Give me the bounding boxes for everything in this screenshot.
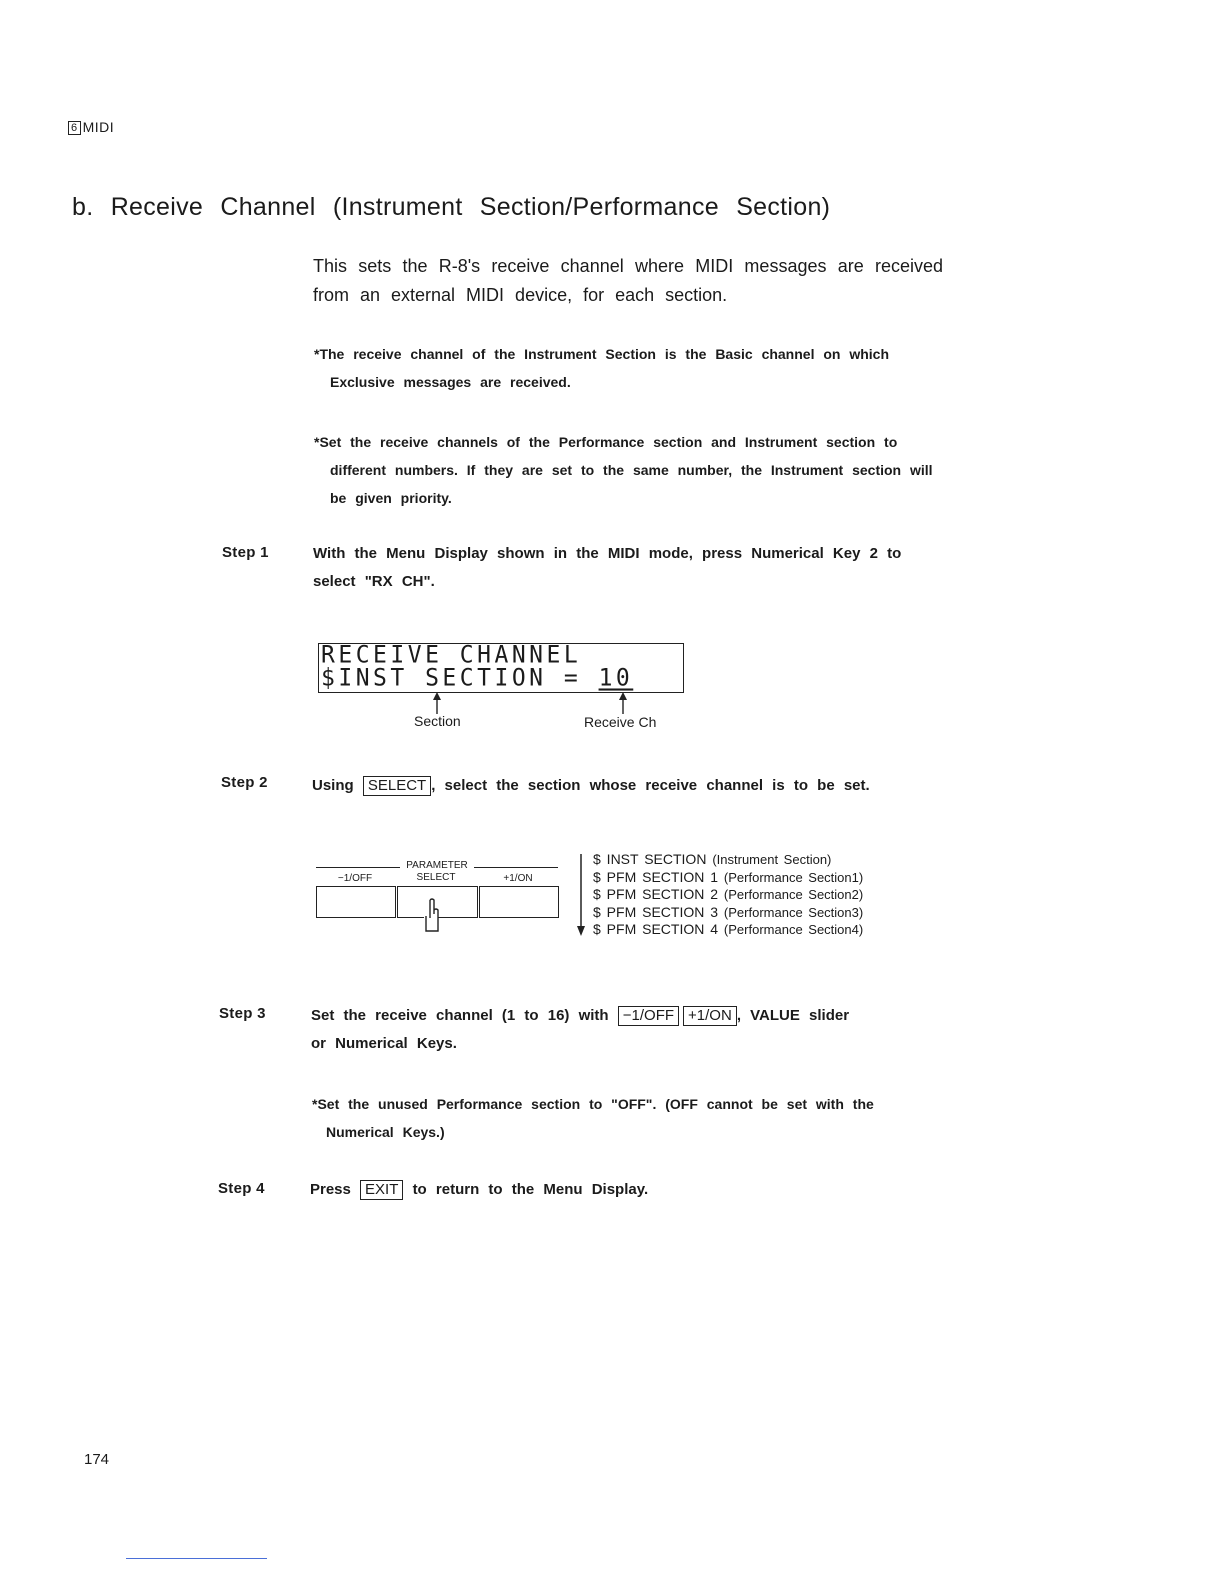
step-3-label: Step 3 xyxy=(219,1005,266,1022)
note-mark: * xyxy=(312,1096,318,1112)
step-text-suffix: to return to the Menu Display. xyxy=(412,1181,649,1198)
note-line: different numbers. If they are set to the same number, the Instrument section will xyxy=(330,462,933,478)
step-text-prefix: Press xyxy=(310,1181,351,1198)
intro-paragraph: This sets the R-8's receive channel where MIDI messages are received from an external MIDI device, for each section. xyxy=(313,256,943,305)
note-basic-channel xyxy=(314,340,942,396)
step-3-text xyxy=(311,1002,951,1058)
section-title: b. Receive Channel (Instrument Section/Performance Section) xyxy=(72,193,831,221)
step-line: With the Menu Display shown in the MIDI mode, press Numerical Key 2 to xyxy=(313,545,902,562)
chapter-title: MIDI xyxy=(82,119,115,135)
list-arrow xyxy=(574,852,588,938)
parameter-group-label: PARAMETER xyxy=(406,860,468,871)
plus-on-label: +1/ON xyxy=(503,873,533,884)
section-desc: (Performance Section4) xyxy=(723,922,864,937)
select-key: SELECT xyxy=(363,776,431,796)
section-option xyxy=(593,904,863,922)
arrow-up-icon xyxy=(619,692,627,714)
lcd-line-2 xyxy=(319,666,683,690)
pointing-hand-icon xyxy=(420,898,446,934)
section-option xyxy=(593,921,863,939)
select-label: SELECT xyxy=(416,872,456,883)
parameter-panel xyxy=(316,860,559,940)
section-option xyxy=(593,869,863,887)
chapter-number: 6 xyxy=(68,121,81,135)
section-option xyxy=(593,851,863,869)
step-text-suffix: , VALUE slider xyxy=(736,1007,850,1024)
note-line: Numerical Keys.) xyxy=(326,1124,445,1140)
lcd-pointer-arrows xyxy=(420,692,650,714)
note-line: Exclusive messages are received. xyxy=(330,374,571,390)
divider xyxy=(474,867,558,868)
note-mark: * xyxy=(314,346,320,362)
step-1-text xyxy=(313,540,943,596)
divider xyxy=(126,1558,267,1559)
note-line: Set the receive channels of the Performance section and Instrument section to xyxy=(319,434,898,450)
minus-off-label: −1/OFF xyxy=(337,873,373,884)
step-4-label: Step 4 xyxy=(218,1180,265,1197)
step-1-label: Step 1 xyxy=(222,544,269,561)
step-2-label: Step 2 xyxy=(221,774,268,791)
section-desc: (Performance Section3) xyxy=(723,904,864,920)
plus-on-button[interactable] xyxy=(479,886,559,918)
plus-on-key: +1/ON xyxy=(683,1006,737,1026)
arrow-down-icon xyxy=(577,926,585,936)
lcd-label-section: Section xyxy=(414,713,461,729)
note-line: Set the unused Performance section to "OFF". (OFF cannot be set with the xyxy=(317,1096,874,1112)
section-desc: (Performance Section1) xyxy=(723,869,864,885)
section-desc: (Instrument Section) xyxy=(712,852,832,867)
section-code: $ PFM SECTION 3 xyxy=(593,903,719,920)
arrow-up-icon xyxy=(433,692,441,714)
section-code: $ PFM SECTION 2 xyxy=(593,886,719,902)
step-line: or Numerical Keys. xyxy=(311,1035,457,1052)
step-text-prefix: Set the receive channel (1 to 16) with xyxy=(311,1007,609,1024)
step-text-prefix: Using xyxy=(312,777,354,794)
lcd-section-text: $INST SECTION = xyxy=(321,664,599,692)
step-2-text xyxy=(312,772,952,800)
section-option xyxy=(593,886,863,904)
step-line: select "RX CH". xyxy=(313,573,435,590)
section-code: $ INST SECTION xyxy=(593,851,707,867)
minus-off-button[interactable] xyxy=(316,886,396,918)
lcd-display xyxy=(318,643,684,693)
lcd-label-receive-ch: Receive Ch xyxy=(584,714,657,730)
page-number: 174 xyxy=(84,1451,110,1468)
step-4-text xyxy=(310,1176,950,1204)
note-unused-off xyxy=(312,1090,938,1146)
section-desc: (Performance Section2) xyxy=(723,887,864,902)
divider xyxy=(316,867,400,868)
section-code: $ PFM SECTION 4 xyxy=(593,921,719,937)
note-line: The receive channel of the Instrument Section is the Basic channel on which xyxy=(319,346,890,362)
lcd-line-1: RECEIVE CHANNEL xyxy=(321,641,582,669)
section-list xyxy=(593,851,863,939)
note-different-channels xyxy=(314,428,942,512)
minus-off-key: −1/OFF xyxy=(618,1006,679,1026)
section-code: $ PFM SECTION 1 xyxy=(593,868,719,885)
lcd-channel-value: 10 xyxy=(598,664,634,692)
note-mark: * xyxy=(314,434,320,450)
exit-key: EXIT xyxy=(360,1180,403,1200)
chapter-header xyxy=(68,119,114,135)
note-line: be given priority. xyxy=(330,490,452,506)
step-text-suffix: , select the section whose receive channel is to be set. xyxy=(431,777,870,794)
